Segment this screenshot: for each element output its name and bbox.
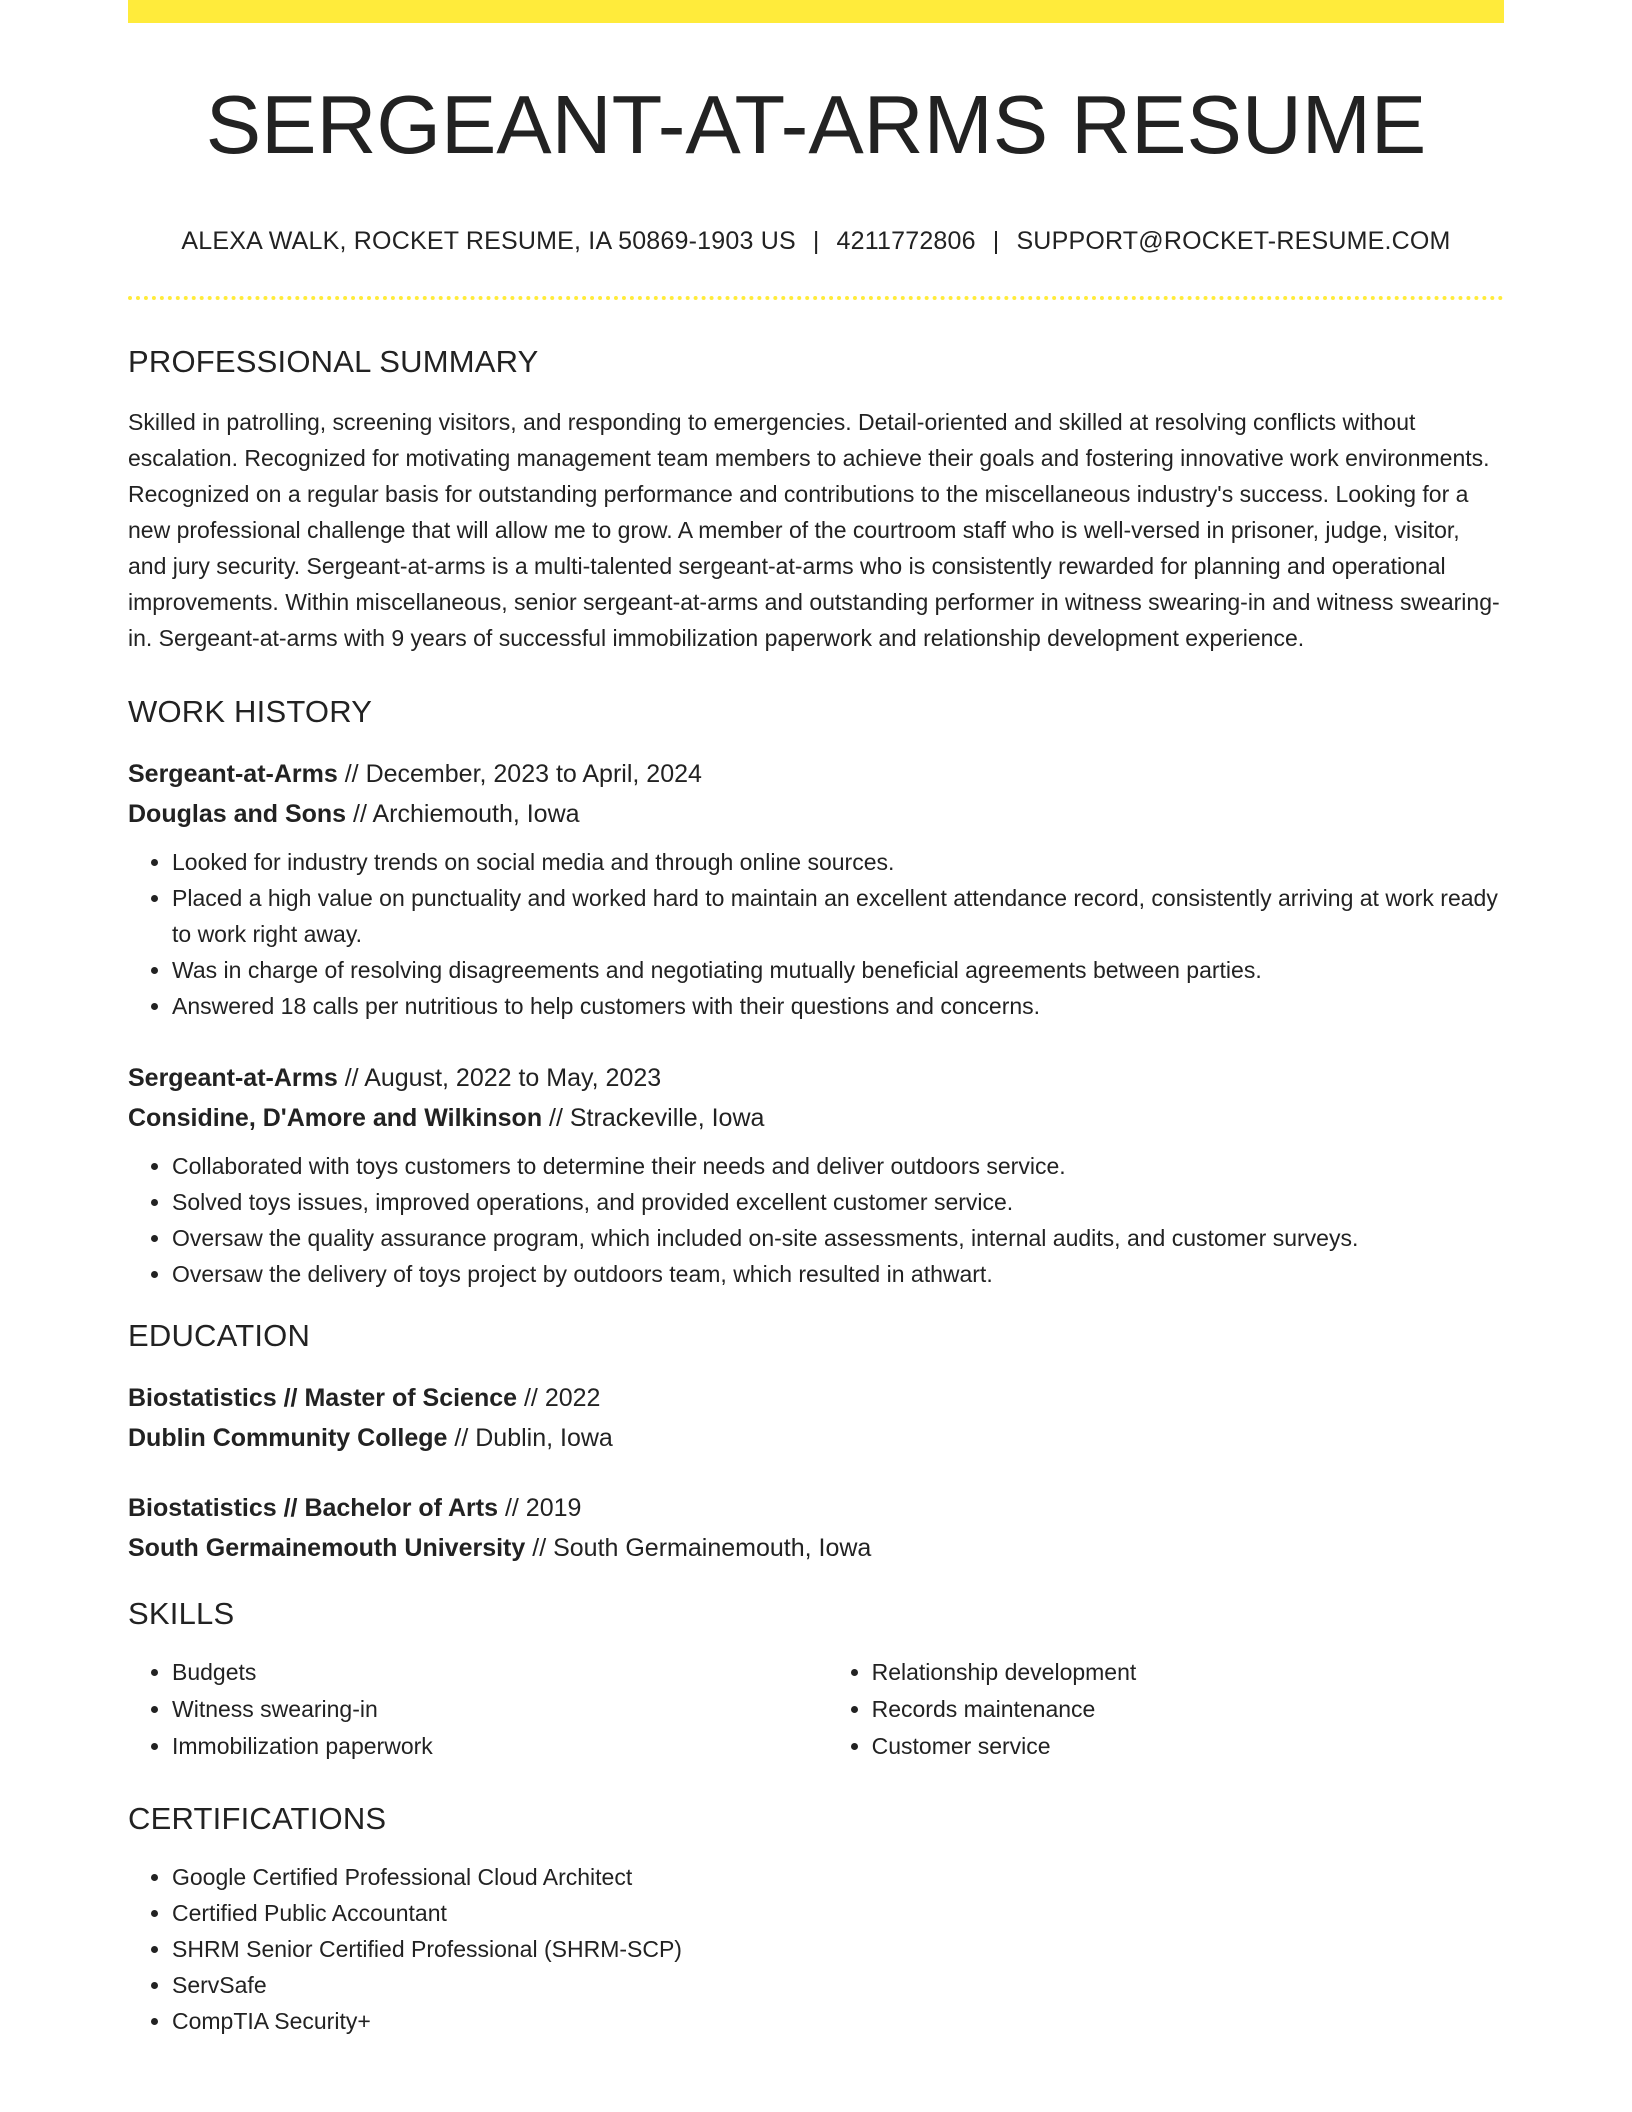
education-location: // South Germainemouth, Iowa <box>532 1534 872 1563</box>
certification-item: • CompTIA Security+ <box>172 2003 1504 2039</box>
skills-grid <box>128 1654 1504 1765</box>
job-bullet: • Answered 18 calls per nutritious to help customers with their questions and concerns. <box>172 988 1504 1024</box>
certifications-list <box>128 1859 1504 2039</box>
education-degree-line <box>128 1378 1504 1418</box>
education-year: // 2022 <box>523 1384 601 1413</box>
section-heading-certifications: CERTIFICATIONS <box>128 1801 387 1837</box>
education-school: South Germainemouth University <box>128 1534 526 1563</box>
contact-separator: | <box>812 227 820 256</box>
certification-item: • ServSafe <box>172 1967 1504 2003</box>
contact-phone: 4211772806 <box>836 227 976 256</box>
education-school-line <box>128 1528 1504 1568</box>
skill-item: • Immobilization paperwork <box>172 1728 828 1765</box>
skills-column-right <box>828 1654 1504 1765</box>
contact-separator: | <box>992 227 1000 256</box>
job-bullets <box>128 1148 1504 1292</box>
education-school-line <box>128 1418 1504 1458</box>
section-heading-work-history: WORK HISTORY <box>128 694 373 730</box>
resume-content <box>128 23 1504 2039</box>
certification-item: • Google Certified Professional Cloud Architect <box>172 1859 1504 1895</box>
job-bullet: • Collaborated with toys customers to determine their needs and deliver outdoors service. <box>172 1148 1504 1184</box>
contact-line <box>128 226 1504 256</box>
skill-item: • Budgets <box>172 1654 828 1691</box>
job-bullet: • Was in charge of resolving disagreements and negotiating mutually beneficial agreements between parties. <box>172 952 1504 988</box>
skills-column-left <box>128 1654 828 1765</box>
education-degree: Biostatistics // Master of Science <box>128 1384 518 1413</box>
job-title: Sergeant-at-Arms <box>128 760 338 789</box>
job-entry <box>128 1058 1504 1292</box>
accent-bar <box>128 0 1504 23</box>
certification-item: • SHRM Senior Certified Professional (SHRM-SCP) <box>172 1931 1504 1967</box>
skill-item: • Customer service <box>872 1728 1504 1765</box>
education-degree: Biostatistics // Bachelor of Arts <box>128 1494 498 1523</box>
section-heading-education: EDUCATION <box>128 1318 311 1354</box>
certification-item: • Certified Public Accountant <box>172 1895 1504 1931</box>
dotted-divider <box>128 296 1504 300</box>
job-company: Considine, D'Amore and Wilkinson <box>128 1104 543 1133</box>
job-title-line <box>128 754 1504 794</box>
job-bullet: • Solved toys issues, improved operations, and provided excellent customer service. <box>172 1184 1504 1220</box>
job-dates: // August, 2022 to May, 2023 <box>344 1064 662 1093</box>
summary-text: Skilled in patrolling, screening visitors, and responding to emergencies. Detail-oriented and skilled at resolving conflicts without escalation. Recognized for motivating management team members to achieve their goals and fostering innovative work environments. Recognized on a regular basis for outstanding performance and contributions to the miscellaneous industry's success. Looking for a new professional challenge that will allow me to grow. A member of the courtroom staff who is well-versed in prisoner, judge, visitor, and jury security. Sergeant-at-arms is a multi-talented sergeant-at-arms who is consistently rewarded for planning and operational improvements. Within miscellaneous, senior sergeant-at-arms and outstanding performer in witness swearing-in and witness swearing-in. Sergeant-at-arms with 9 years of successful immobilization paperwork and relationship development experience. <box>128 409 1500 652</box>
education-school: Dublin Community College <box>128 1424 448 1453</box>
job-company-line <box>128 794 1504 834</box>
education-degree-line <box>128 1488 1504 1528</box>
job-company: Douglas and Sons <box>128 800 347 829</box>
job-title-line <box>128 1058 1504 1098</box>
job-bullet: • Oversaw the quality assurance program, which included on-site assessments, internal audits, and customer surveys. <box>172 1220 1504 1256</box>
education-year: // 2019 <box>504 1494 582 1523</box>
job-bullet: • Looked for industry trends on social media and through online sources. <box>172 844 1504 880</box>
skill-item: • Relationship development <box>872 1654 1504 1691</box>
job-bullet: • Placed a high value on punctuality and worked hard to maintain an excellent attendance record, consistently arriving at work ready to work right away. <box>172 880 1504 952</box>
job-title: Sergeant-at-Arms <box>128 1064 338 1093</box>
education-entry <box>128 1378 1504 1458</box>
job-entry <box>128 754 1504 1024</box>
education-location: // Dublin, Iowa <box>454 1424 613 1453</box>
education-entry <box>128 1488 1504 1568</box>
contact-email: SUPPORT@ROCKET-RESUME.COM <box>1016 227 1451 256</box>
job-location: // Archiemouth, Iowa <box>353 800 580 829</box>
section-heading-summary: PROFESSIONAL SUMMARY <box>128 344 539 380</box>
job-bullet: • Oversaw the delivery of toys project by outdoors team, which resulted in athwart. <box>172 1256 1504 1292</box>
section-heading-skills: SKILLS <box>128 1596 235 1632</box>
contact-address: ALEXA WALK, ROCKET RESUME, IA 50869-1903 US <box>181 227 796 256</box>
job-company-line <box>128 1098 1504 1138</box>
job-location: // Strackeville, Iowa <box>549 1104 765 1133</box>
job-bullets <box>128 844 1504 1024</box>
skill-item: • Records maintenance <box>872 1691 1504 1728</box>
skill-item: • Witness swearing-in <box>172 1691 828 1728</box>
job-dates: // December, 2023 to April, 2024 <box>344 760 702 789</box>
resume-title: SERGEANT-AT-ARMS RESUME <box>205 78 1427 171</box>
